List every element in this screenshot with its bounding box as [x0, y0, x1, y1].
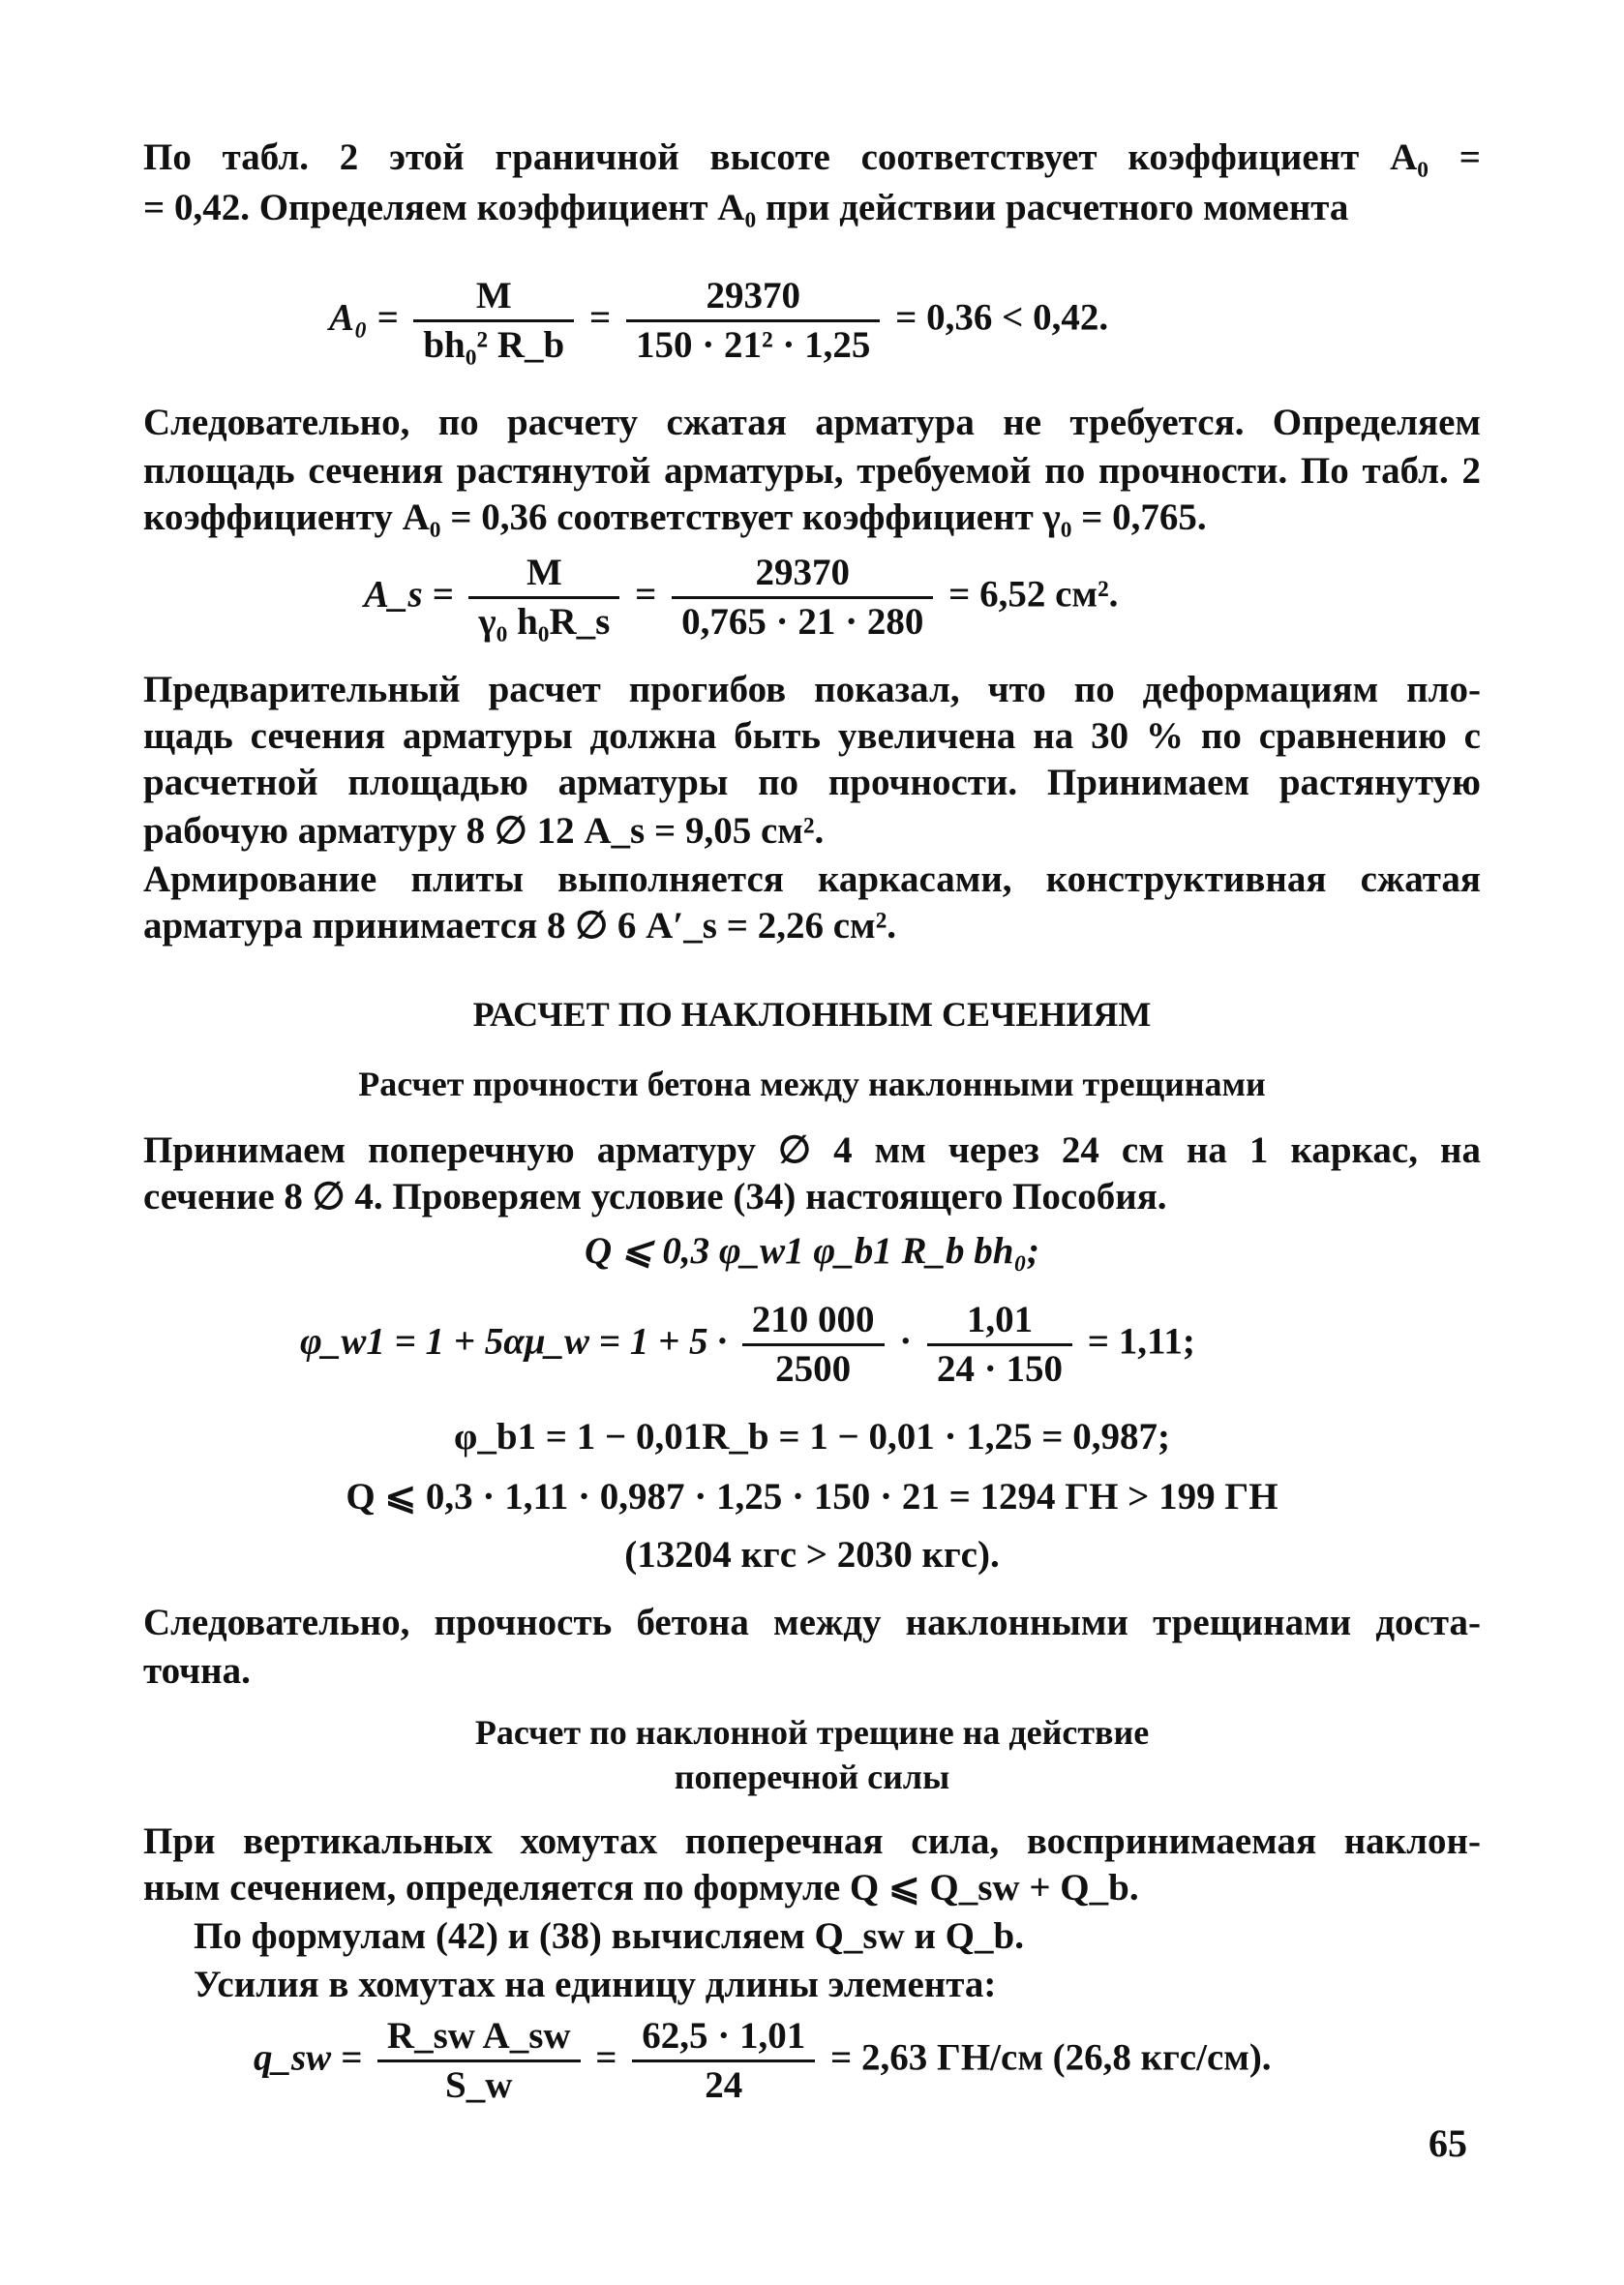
- paragraph-4-line-1: Армирование плиты выполняется каркасами, конструктивная сжатая: [143, 858, 1481, 900]
- formula-phi-w1-lhs: φ_w1 = 1 + 5αμ_w = 1 + 5 ·: [300, 1320, 727, 1363]
- subsection-heading-1: Расчет прочности бетона между наклонными трещинами: [358, 1065, 1266, 1103]
- formula-phi-w1: [300, 1297, 1195, 1393]
- formula-phi-w1-dot: ·: [899, 1320, 913, 1363]
- formula-a0-num-2: 29370: [626, 273, 880, 322]
- subsection-heading-2-line-2: поперечной силы: [674, 1758, 950, 1796]
- formula-qsw-fraction-1: [377, 2013, 581, 2109]
- formula-as-num-2: 29370: [672, 550, 933, 599]
- formula-qsw-lhs: q_sw =: [254, 2036, 363, 2079]
- paragraph-2-line-3: коэффициенту A₀ = 0,36 соответствует коэффициент γ₀ = 0,765.: [143, 496, 1207, 538]
- formula-as-fraction-2: [672, 550, 933, 646]
- formula-as-num-1: M: [468, 550, 619, 599]
- paragraph-7-line-1: При вертикальных хомутах поперечная сила, воспринимаемая наклон-: [143, 1820, 1481, 1862]
- section-heading: РАСЧЕТ ПО НАКЛОННЫМ СЕЧЕНИЯМ: [472, 995, 1152, 1034]
- formula-qsw: [254, 2013, 1272, 2109]
- paragraph-1-line-1: По табл. 2 этой граничной высоте соответствует коэффициент A₀ =: [143, 136, 1481, 178]
- formula-qsw-num-1: R_sw A_sw: [377, 2013, 581, 2062]
- formula-phi-b1: φ_b1 = 1 − 0,01R_b = 1 − 0,01 · 1,25 = 0,987;: [454, 1416, 1170, 1458]
- formula-qsw-den-2: 24: [705, 2064, 743, 2106]
- paragraph-3-line-1: Предварительный расчет прогибов показал, что по деформациям пло-: [143, 669, 1481, 710]
- paragraph-2-line-1: Следовательно, по расчету сжатая арматура не требуется. Определяем: [143, 402, 1481, 443]
- formula-qsw-den-1: S_w: [445, 2064, 513, 2106]
- formula-phi-w1-num-1: 210 000: [742, 1297, 885, 1346]
- formula-as-fraction-1: [468, 550, 619, 646]
- paragraph-7-line-2: ным сечением, определяется по формуле Q ⩽ Q_sw + Q_b.: [143, 1867, 1139, 1909]
- formula-q-check: Q ⩽ 0,3 · 1,11 · 0,987 · 1,25 · 150 · 21 = 1294 ГН > 199 ГН: [346, 1476, 1278, 1518]
- formula-as-den-2: 0,765 · 21 · 280: [681, 601, 924, 643]
- formula-phi-w1-result: = 1,11;: [1087, 1320, 1195, 1363]
- paragraph-5-line-1: Принимаем поперечную арматуру ∅ 4 мм через 24 см на 1 каркас, на: [143, 1129, 1481, 1171]
- formula-a0-result: = 0,36 < 0,42.: [895, 296, 1109, 339]
- formula-phi-w1-num-2: 1,01: [927, 1297, 1072, 1346]
- formula-q-condition: Q ⩽ 0,3 φ_w1 φ_b1 R_b bh₀;: [584, 1230, 1040, 1272]
- formula-qsw-num-2: 62,5 · 1,01: [632, 2013, 815, 2062]
- formula-as-lhs: A_s =: [364, 573, 454, 616]
- formula-a0-den-2: 150 · 21² · 1,25: [635, 324, 871, 366]
- formula-a0-eq: =: [588, 296, 612, 339]
- formula-a0: [329, 273, 1108, 369]
- formula-as-eq: =: [635, 573, 657, 616]
- formula-a0-fraction-2: [626, 273, 880, 369]
- formula-as-result: = 6,52 см².: [948, 573, 1119, 616]
- formula-as: [364, 550, 1118, 646]
- page-number: 65: [1429, 2121, 1467, 2165]
- formula-q-kgs: (13204 кгс > 2030 кгс).: [624, 1534, 1000, 1576]
- paragraph-4-line-2: арматура принимается 8 ∅ 6 A′_s = 2,26 см².: [143, 905, 897, 947]
- formula-qsw-result: = 2,63 ГН/см (26,8 кгс/см).: [830, 2036, 1272, 2079]
- formula-a0-num-1: M: [413, 273, 574, 322]
- formula-phi-w1-fraction-2: [927, 1297, 1072, 1393]
- formula-as-den-1: γ₀ h₀R_s: [478, 601, 611, 643]
- formula-a0-fraction-1: [413, 273, 574, 369]
- formula-phi-w1-den-1: 2500: [775, 1348, 852, 1390]
- formula-qsw-fraction-2: [632, 2013, 815, 2109]
- formula-phi-w1-den-2: 24 · 150: [937, 1348, 1064, 1390]
- paragraph-7-line-4: Усилия в хомутах на единицу длины элемента:: [194, 1964, 997, 2005]
- paragraph-7-line-3: По формулам (42) и (38) вычисляем Q_sw и Q_b.: [194, 1915, 1024, 1957]
- formula-a0-den-1: bh₀² R_b: [423, 324, 565, 366]
- paragraph-6-line-1: Следовательно, прочность бетона между наклонными трещинами доста-: [143, 1602, 1481, 1643]
- paragraph-6-line-2: точна.: [143, 1650, 251, 1692]
- paragraph-3-line-4: рабочую арматуру 8 ∅ 12 A_s = 9,05 см².: [143, 810, 825, 852]
- formula-qsw-eq: =: [595, 2036, 617, 2079]
- paragraph-1-line-2: = 0,42. Определяем коэффициент A₀ при действии расчетного момента: [143, 187, 1349, 228]
- paragraph-3-line-3: расчетной площадью арматуры по прочности. Принимаем растянутую: [143, 762, 1481, 803]
- paragraph-3-line-2: щадь сечения арматуры должна быть увеличена на 30 % по сравнению с: [143, 715, 1481, 757]
- paragraph-2-line-2: площадь сечения растянутой арматуры, требуемой по прочности. По табл. 2: [143, 450, 1481, 492]
- subsection-heading-2-line-1: Расчет по наклонной трещине на действие: [474, 1713, 1150, 1752]
- formula-phi-w1-fraction-1: [742, 1297, 885, 1393]
- paragraph-5-line-2: сечение 8 ∅ 4. Проверяем условие (34) настоящего Пособия.: [143, 1176, 1167, 1218]
- formula-a0-lhs: A₀ =: [329, 296, 399, 339]
